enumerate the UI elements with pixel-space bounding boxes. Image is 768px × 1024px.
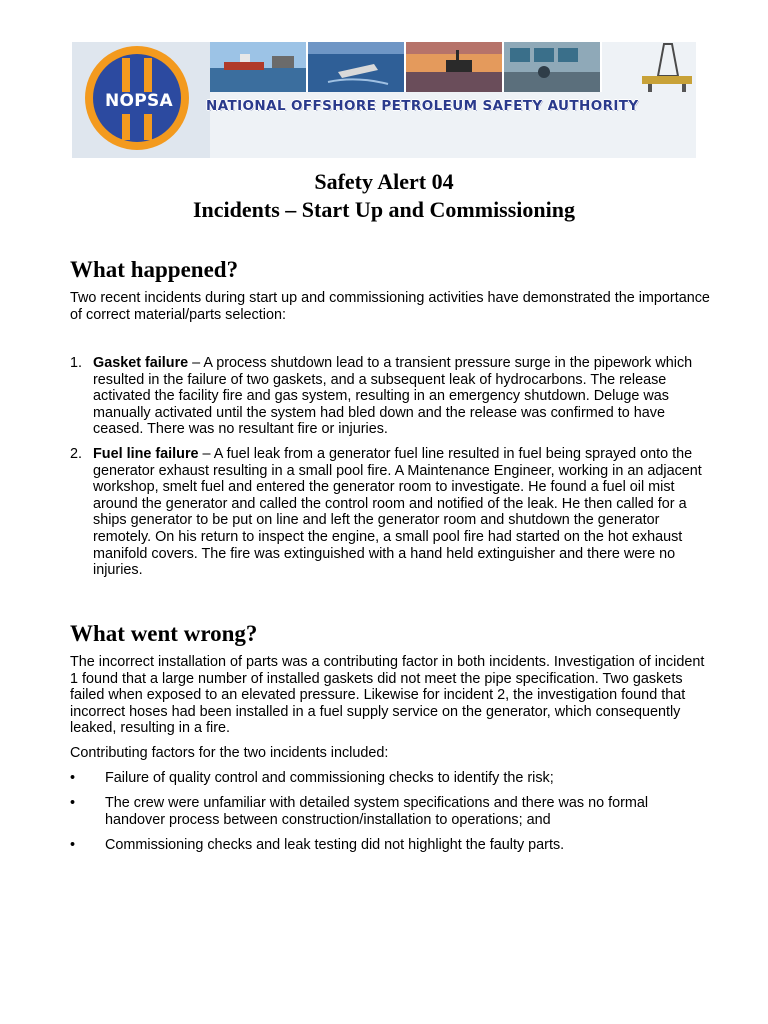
what-went-wrong-paragraph: The incorrect installation of parts was a contributing factor in both incidents. Investigation of incident 1 found that a large number of installed gaskets did not meet the pipe specification. Two gaskets failed when exposed to an elevated pressure. Likewise for incident 2, the investigation found that incorrect hoses had been installed in a fuel supply service on the generator, which consequently leaked, resulting in a fire. [70, 654, 705, 737]
item-number: 2. [70, 446, 83, 462]
photo-control-room [504, 42, 600, 92]
photo-offshore-vessel [210, 42, 306, 92]
incident-text: – A process shutdown lead to a transient pressure surge in the pipework which resulted in the failure of two gaskets, and a subsequent leak of hydrocarbons. The release activated the facility fire and gas system, resulting in an emergency shutdown. Deluge was manually activated until the system had bled down and the release was confirmed to have ceased. There was no resultant fire or injuries. [93, 355, 693, 438]
header-banner [72, 42, 696, 158]
what-happened-intro: Two recent incidents during start up and commissioning activities have demonstrated the importance of correct material/parts selection: [70, 290, 710, 323]
contributing-factors-intro: Contributing factors for the two incidents included: [70, 745, 389, 761]
section-heading-what-happened: What happened? [70, 257, 239, 282]
bullet-text: Commissioning checks and leak testing did not highlight the faulty parts. [105, 837, 565, 853]
bullet-text: The crew were unfamiliar with detailed system specifications and there was no formal handover process between construction/installation to operations; and [105, 795, 649, 828]
bullet-icon: • [70, 837, 76, 853]
alert-subtitle: Incidents – Start Up and Commissioning [192, 197, 575, 222]
logo-text: NOPSA [104, 91, 174, 111]
authority-name: NATIONAL OFFSHORE PETROLEUM SAFETY AUTHORITY [206, 98, 639, 114]
photo-ship-at-sea [308, 42, 404, 92]
section-heading-what-went-wrong: What went wrong? [70, 621, 258, 646]
item-number: 1. [70, 355, 83, 371]
photo-sunset-rig [406, 42, 502, 92]
bullet-text: Failure of quality control and commissioning checks to identify the risk; [105, 770, 554, 786]
bullet-icon: • [70, 795, 76, 811]
incident-label: Fuel line failure [93, 446, 199, 462]
bullet-icon: • [70, 770, 76, 786]
alert-title: Safety Alert 04 [314, 169, 454, 194]
photo-drilling-rig [602, 42, 696, 92]
incident-text: – A fuel leak from a generator fuel line resulted in fuel being sprayed onto the generator exhaust resulting in a small pool fire. A Maintenance Engineer, working in an adjacent workshop, smelt fuel and entered the generator room to investigate. He found a fuel oil mist around the generator and called the control room and notified of the leak. He then called for a ships generator to be put on line and left the generator room and shutdown the generator remotely. On his return to inspect the engine, a small pool fire had started on the hot exhaust manifold covers. The fire was extinguished with a hand held extinguisher and there were no injuries. [93, 446, 702, 579]
incident-label: Gasket failure [93, 355, 189, 371]
